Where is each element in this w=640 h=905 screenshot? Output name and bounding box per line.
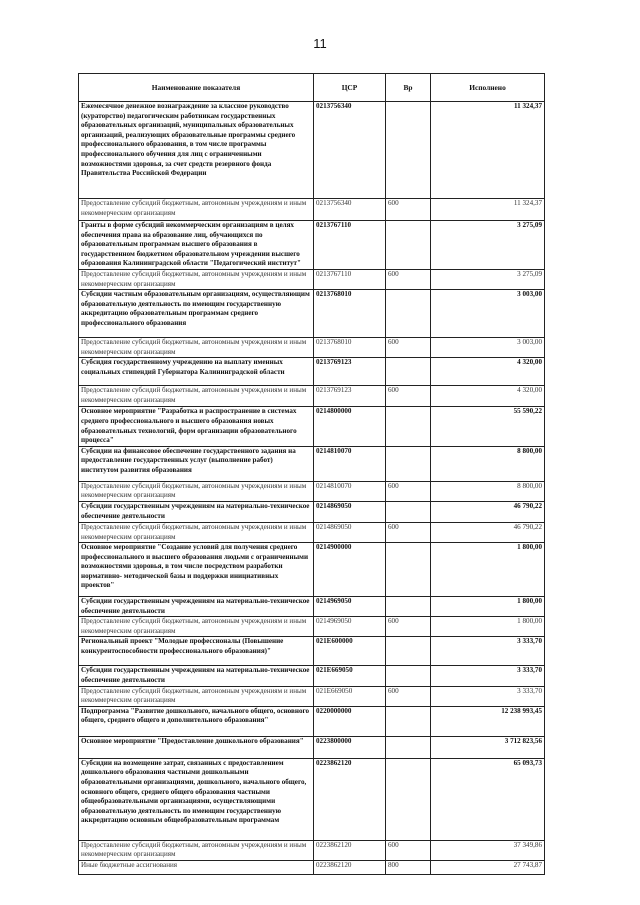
cell-executed: 65 093,73 bbox=[431, 758, 545, 840]
cell-name: Субсидии на финансовое обеспечение государственного задания на предоставление государственных услуг (выполнение работ) институтом развития образования bbox=[79, 446, 314, 481]
cell-vr bbox=[386, 666, 431, 686]
cell-executed: 37 349,86 bbox=[431, 840, 545, 860]
cell-vr: 600 bbox=[386, 840, 431, 860]
cell-csr: 0214869050 bbox=[314, 522, 386, 542]
cell-csr: 0214969050 bbox=[314, 617, 386, 637]
cell-vr: 600 bbox=[386, 269, 431, 289]
cell-csr: 0213756340 bbox=[314, 199, 386, 221]
cell-csr: 0214800000 bbox=[314, 407, 386, 446]
table-row bbox=[79, 617, 545, 637]
table-row bbox=[79, 221, 545, 270]
table-row bbox=[79, 666, 545, 686]
cell-name: Региональный проект "Молодые профессионалы (Повышение конкурентоспособности профессионального образования)" bbox=[79, 637, 314, 666]
cell-csr: 0214900000 bbox=[314, 543, 386, 597]
cell-name: Основное мероприятие "Предоставление дошкольного образования" bbox=[79, 736, 314, 758]
header-name: Наименование показателя bbox=[79, 74, 314, 102]
table-row bbox=[79, 637, 545, 666]
cell-executed: 8 800,00 bbox=[431, 446, 545, 481]
cell-name: Предоставление субсидий бюджетным, автономным учреждениям и иным некоммерческим организациям bbox=[79, 686, 314, 706]
table-row bbox=[79, 501, 545, 522]
table-row bbox=[79, 736, 545, 758]
cell-name: Субсидия государственному учреждению на выплату именных социальных стипендий Губернатора Калининградской области bbox=[79, 358, 314, 386]
cell-name: Предоставление субсидий бюджетным, автономным учреждениям и иным некоммерческим организациям bbox=[79, 840, 314, 860]
cell-executed: 46 790,22 bbox=[431, 522, 545, 542]
cell-name: Ежемесячное денежное вознаграждение за классное руководство (кураторство) педагогическим работникам государственных образовательных организаций, муниципальных образовательных организаций, реализующих образовательные программы среднего профессионального образования, в том числе программы профессионального обучения для лиц с ограниченными возможностями здоровья, за счет средств резервного фонда Правительства Российской Федерации bbox=[79, 102, 314, 199]
cell-csr: 0213768010 bbox=[314, 338, 386, 358]
cell-executed: 4 320,00 bbox=[431, 358, 545, 386]
cell-name: Предоставление субсидий бюджетным, автономным учреждениям и иным некоммерческим организациям bbox=[79, 522, 314, 542]
cell-vr: 600 bbox=[386, 481, 431, 501]
cell-name: Субсидии государственным учреждениям на материально-техническое обеспечение деятельности bbox=[79, 666, 314, 686]
cell-vr: 800 bbox=[386, 861, 431, 875]
cell-vr bbox=[386, 290, 431, 338]
cell-vr bbox=[386, 102, 431, 199]
cell-executed: 27 743,87 bbox=[431, 861, 545, 875]
table-row bbox=[79, 102, 545, 199]
header-executed: Исполнено bbox=[431, 74, 545, 102]
cell-name: Гранты в форме субсидий некоммерческим организациям в целях обеспечения права на образование лиц, обучающихся по образовательным программам высшего образования в государственном бюджетном образовательном учреждении высшего образования Калининградской области "Педагогический институт" bbox=[79, 221, 314, 270]
cell-name: Предоставление субсидий бюджетным, автономным учреждениям и иным некоммерческим организациям bbox=[79, 617, 314, 637]
cell-csr: 0213767110 bbox=[314, 221, 386, 270]
cell-csr: 0220000000 bbox=[314, 706, 386, 736]
cell-vr: 600 bbox=[386, 522, 431, 542]
cell-executed: 3 275,09 bbox=[431, 221, 545, 270]
cell-csr: 0214810070 bbox=[314, 481, 386, 501]
cell-csr: 021E669050 bbox=[314, 686, 386, 706]
cell-name: Предоставление субсидий бюджетным, автономным учреждениям и иным некоммерческим организациям bbox=[79, 386, 314, 407]
cell-csr: 0223862120 bbox=[314, 861, 386, 875]
cell-executed: 3 712 823,56 bbox=[431, 736, 545, 758]
cell-name: Предоставление субсидий бюджетным, автономным учреждениям и иным некоммерческим организациям bbox=[79, 269, 314, 289]
cell-executed: 3 003,00 bbox=[431, 290, 545, 338]
table-row bbox=[79, 407, 545, 446]
cell-name: Субсидии государственным учреждениям на материально-техническое обеспечение деятельности bbox=[79, 597, 314, 617]
cell-vr bbox=[386, 543, 431, 597]
cell-executed: 3 333,70 bbox=[431, 637, 545, 666]
cell-name: Предоставление субсидий бюджетным, автономным учреждениям и иным некоммерческим организациям bbox=[79, 481, 314, 501]
cell-csr: 0223862120 bbox=[314, 758, 386, 840]
cell-name: Предоставление субсидий бюджетным, автономным учреждениям и иным некоммерческим организациям bbox=[79, 199, 314, 221]
cell-executed: 55 590,22 bbox=[431, 407, 545, 446]
table-row bbox=[79, 290, 545, 338]
cell-executed: 4 320,00 bbox=[431, 386, 545, 407]
cell-vr: 600 bbox=[386, 686, 431, 706]
cell-vr bbox=[386, 597, 431, 617]
cell-vr bbox=[386, 758, 431, 840]
cell-name: Субсидии частным образовательным организациям, осуществляющим образовательную деятельность по имеющим государственную аккредитацию образовательным программам среднего профессионального образования bbox=[79, 290, 314, 338]
table-row bbox=[79, 597, 545, 617]
cell-executed: 46 790,22 bbox=[431, 501, 545, 522]
cell-name: Предоставление субсидий бюджетным, автономным учреждениям и иным некоммерческим организациям bbox=[79, 338, 314, 358]
cell-csr: 0213756340 bbox=[314, 102, 386, 199]
cell-csr: 021E600000 bbox=[314, 637, 386, 666]
header-vr: Вр bbox=[386, 74, 431, 102]
cell-executed: 1 800,00 bbox=[431, 617, 545, 637]
table-row bbox=[79, 758, 545, 840]
cell-executed: 12 238 993,45 bbox=[431, 706, 545, 736]
cell-executed: 1 800,00 bbox=[431, 543, 545, 597]
table-row bbox=[79, 269, 545, 289]
table-row bbox=[79, 358, 545, 386]
cell-name: Иные бюджетные ассигнования bbox=[79, 861, 314, 875]
cell-executed: 11 324,37 bbox=[431, 102, 545, 199]
table-row bbox=[79, 446, 545, 481]
cell-csr: 0213769123 bbox=[314, 386, 386, 407]
cell-vr bbox=[386, 637, 431, 666]
table-row bbox=[79, 543, 545, 597]
cell-vr bbox=[386, 446, 431, 481]
cell-csr: 0214810070 bbox=[314, 446, 386, 481]
table-header-row bbox=[79, 74, 545, 102]
cell-vr bbox=[386, 736, 431, 758]
cell-csr: 0223800000 bbox=[314, 736, 386, 758]
page-number: 11 bbox=[313, 36, 327, 51]
cell-executed: 3 333,70 bbox=[431, 686, 545, 706]
cell-name: Подпрограмма "Развитие дошкольного, начального общего, основного общего, среднего общего и дополнительного образования" bbox=[79, 706, 314, 736]
table-row bbox=[79, 706, 545, 736]
cell-name: Основное мероприятие "Разработка и распространение в системах среднего профессионального и высшего образования новых образовательных технологий, форм организации образовательного процесса" bbox=[79, 407, 314, 446]
cell-executed: 3 333,70 bbox=[431, 666, 545, 686]
cell-vr: 600 bbox=[386, 386, 431, 407]
cell-vr bbox=[386, 407, 431, 446]
cell-vr bbox=[386, 358, 431, 386]
cell-vr bbox=[386, 501, 431, 522]
cell-csr: 0213769123 bbox=[314, 358, 386, 386]
table-row bbox=[79, 199, 545, 221]
cell-name: Субсидии государственным учреждениям на материально-техническое обеспечение деятельности bbox=[79, 501, 314, 522]
budget-table bbox=[78, 73, 545, 875]
cell-executed: 8 800,00 bbox=[431, 481, 545, 501]
table-row bbox=[79, 481, 545, 501]
cell-executed: 3 275,09 bbox=[431, 269, 545, 289]
cell-csr: 0213767110 bbox=[314, 269, 386, 289]
cell-executed: 11 324,37 bbox=[431, 199, 545, 221]
cell-vr: 600 bbox=[386, 338, 431, 358]
table-row bbox=[79, 386, 545, 407]
cell-vr: 600 bbox=[386, 617, 431, 637]
cell-vr: 600 bbox=[386, 199, 431, 221]
cell-vr bbox=[386, 221, 431, 270]
table-row bbox=[79, 338, 545, 358]
cell-executed: 3 003,00 bbox=[431, 338, 545, 358]
header-csr: ЦСР bbox=[314, 74, 386, 102]
cell-csr: 0214869050 bbox=[314, 501, 386, 522]
cell-csr: 021E669050 bbox=[314, 666, 386, 686]
table-row bbox=[79, 840, 545, 860]
table-row bbox=[79, 861, 545, 875]
table-row bbox=[79, 522, 545, 542]
cell-csr: 0213768010 bbox=[314, 290, 386, 338]
cell-csr: 0214969050 bbox=[314, 597, 386, 617]
cell-name: Субсидии на возмещение затрат, связанных с предоставлением дошкольного образования частными дошкольными образовательными организациями, дошкольного, начального общего, основного общего, среднего общего образования частными общеобразовательными организациями, осуществляющими образовательную деятельность по имеющим государственную аккредитацию основным общеобразовательным программам bbox=[79, 758, 314, 840]
cell-csr: 0223862120 bbox=[314, 840, 386, 860]
cell-name: Основное мероприятие "Создание условий для получения среднего профессионального и высшего образования людьми с ограниченными возможностями здоровья, в том числе посредством разработки нормативно- методической базы и поддержки инициативных проектов" bbox=[79, 543, 314, 597]
cell-vr bbox=[386, 706, 431, 736]
table-row bbox=[79, 686, 545, 706]
cell-executed: 1 800,00 bbox=[431, 597, 545, 617]
